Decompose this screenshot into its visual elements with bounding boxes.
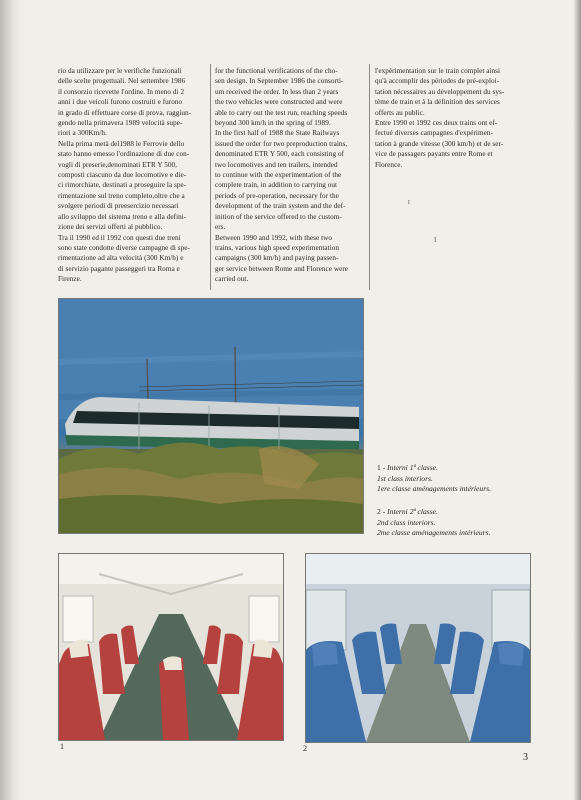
photo-number-2: 2 <box>303 744 307 753</box>
caption-french: 1ere classe aménagements intérieurs. <box>377 484 492 494</box>
stray-mark-i: I <box>434 236 437 244</box>
italian-text-column: rio da utilizzare per le verifiche funzionali delle scelte progettuali. Nel settembre 1986 il consorzio ricevette l'ordine. In meno di 2 anni i due veicoli furono costruiti e furono in grado di effettuare corse di prova, raggiun- gendo nella primavera 1989 velocità supe- riori a 300Km/h. Nella prima metà del1988 le Ferrovie dello stato hanno emesso l'ordinazione di due con- vogli di preserie,denominati ETR Y 500, composti ciascuno da due locomotive e die- ci rimorchiate, destinati a proseguire la spe- rimentazione sul treno completo,oltre che a svolgere periodi di preesercizio necessari allo sviluppo del sistema treno e alla defini- zione dei servizi offerti al pubblico. Tra il 1990 ed il 1992 con questi due treni sono state condotte diverse campagne di spe- rimentazione ad alta velocità (300 Km/h) e di servizio pagante passeggeri tra Roma e Firenze. <box>58 67 192 284</box>
caption-english: 2nd class interiors. <box>377 517 436 527</box>
first-class-interior-photo <box>58 553 284 741</box>
caption-italian: Interni 1ª classe. <box>387 463 438 472</box>
page-number: 3 <box>523 752 528 763</box>
caption-italian: Interni 2ª classe. <box>387 507 438 516</box>
caption-first-class <box>377 463 491 495</box>
binding-shadow <box>0 0 22 800</box>
photo-number-1: 1 <box>60 742 64 751</box>
stray-mark-t: t <box>408 198 410 206</box>
caption-english: 1st class interiors. <box>377 473 433 483</box>
second-class-interior-photo <box>305 553 531 743</box>
column-divider-right <box>369 64 370 290</box>
train-photo <box>58 298 364 534</box>
caption-number: 2 - <box>377 507 388 516</box>
page-edge <box>573 0 581 800</box>
caption-number: 1 - <box>377 463 388 472</box>
caption-french: 2me classe aménagements intérieurs. <box>377 528 491 538</box>
caption-second-class <box>377 507 490 539</box>
column-divider-left <box>210 64 211 290</box>
english-text-column: for the functional verifications of the cho- sen design. In September 1986 the consorti- um received the order. In less than 2 years the two vehicles were constructed and were able to carry out the test run, reaching speeds beyond 300 km/h in the spring of 1989. In the first half of 1988 the State Railways issued the order for two preproduction trains, denominated ETR Y 500, each consisting of two locomotives and ten trailers, intended to continue with the experimentation of the complete train, in addition to carrying out periods of pre-operation, necessary for the development of the train system and the def- inition of the service offered to the custom- ers. Between 1990 and 1992, with these two trains, various high speed experimentation campaigns (300 km/h) and paying passen- ger service between Rome and Florence were carried out. <box>215 67 349 284</box>
french-text-column: l'expérimentation sur le train complet ainsi qu'à accomplir des périodes de pré-exploi- tation nécessaires au développement du sys- tème de train et à la définition des services offerts au public. Entre 1990 et 1992 ces deux trains ont ef- fectué diverses campagnes d'expérimen- tation à grande vitesse (300 km/h) et de ser- vice de passagers payants entre Rome et Florence. <box>375 67 505 169</box>
